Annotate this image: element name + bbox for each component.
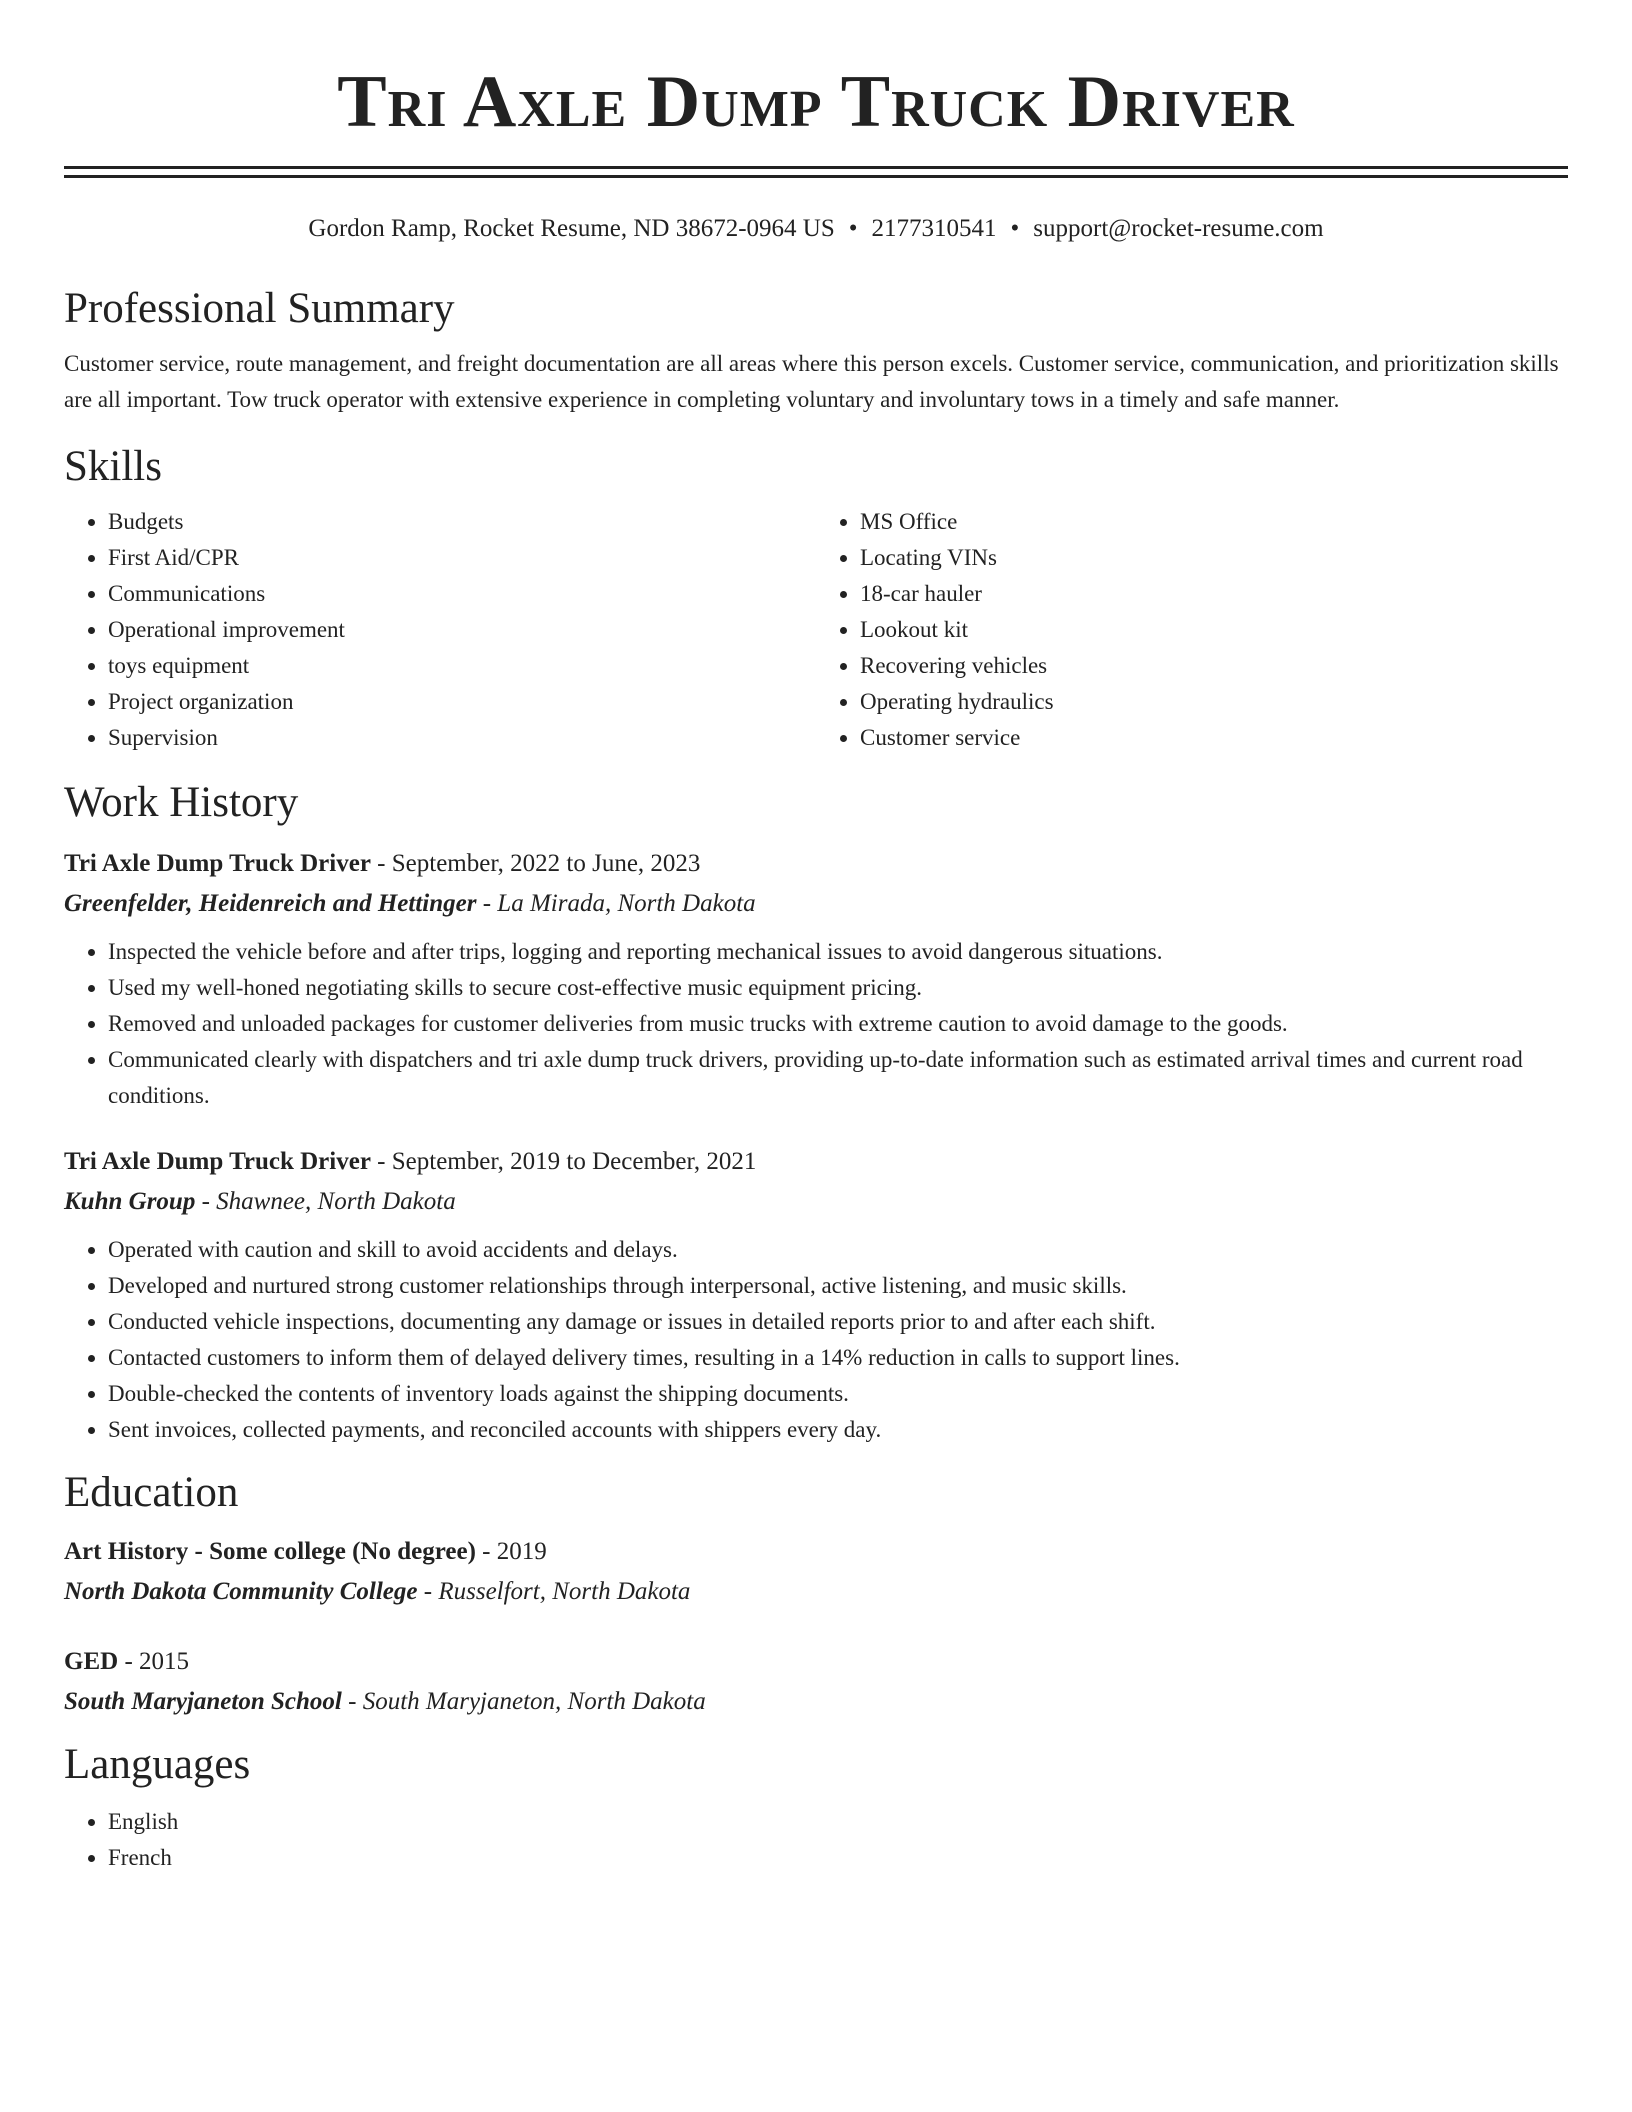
skill-item: • Customer service (860, 720, 1568, 756)
education-heading: Education (64, 1469, 239, 1516)
contact-separator: • (1010, 215, 1020, 242)
education-year: 2019 (496, 1538, 547, 1565)
contact-address: Gordon Ramp, Rocket Resume, ND 38672-0964 US (308, 215, 835, 242)
job-duty: • Operated with caution and skill to avoid accidents and delays. (108, 1232, 1568, 1268)
job-duty: • Communicated clearly with dispatchers and tri axle dump truck drivers, providing up-to-date information such as estimated arrival times and current road conditions. (108, 1042, 1568, 1114)
job-entry (64, 1142, 1568, 1448)
job-duty: • Inspected the vehicle before and after trips, logging and reporting mechanical issues to avoid dangerous situations. (108, 934, 1568, 970)
summary-heading: Professional Summary (64, 285, 455, 332)
job-dates: September, 2022 to June, 2023 (391, 850, 701, 877)
education-location: Russelfort, North Dakota (438, 1578, 691, 1605)
skills-heading: Skills (64, 443, 162, 490)
language-item: • English (108, 1804, 1568, 1840)
contact-phone: 2177310541 (871, 215, 997, 242)
education-entry (64, 1642, 1568, 1722)
job-employer: Greenfelder, Heidenreich and Hettinger - La Mirada, North Dakota (64, 890, 756, 917)
summary-text: Customer service, route management, and freight documentation are all areas where this person excels. Customer service, communication, and prioritization skills are all important. Tow truck operator with extensive experience in completing voluntary and involuntary tows in a timely and safe manner. (64, 351, 1559, 412)
job-company: Kuhn Group (64, 1188, 196, 1215)
education-year: 2015 (139, 1648, 190, 1675)
education-entry (64, 1532, 1568, 1612)
job-dates: September, 2019 to December, 2021 (391, 1148, 757, 1175)
skill-item: • 18-car hauler (860, 576, 1568, 612)
job-duties (64, 1232, 1568, 1448)
education-school: North Dakota Community College (64, 1578, 418, 1605)
resume-page (64, 0, 1568, 1876)
skill-item: • First Aid/CPR (108, 540, 816, 576)
work-history-heading: Work History (64, 779, 299, 826)
skill-item: • Lookout kit (860, 612, 1568, 648)
skills-column-right (816, 504, 1568, 756)
job-duty: • Conducted vehicle inspections, documenting any damage or issues in detailed reports prior to and after each shift. (108, 1304, 1568, 1340)
skill-item: • MS Office (860, 504, 1568, 540)
skill-item: • toys equipment (108, 648, 816, 684)
contact-line (64, 214, 1568, 244)
education-school: South Maryjaneton School (64, 1688, 342, 1715)
job-title: Tri Axle Dump Truck Driver (64, 850, 371, 877)
education-degree: Art History - Some college (No degree) (64, 1538, 476, 1565)
contact-email: support@rocket-resume.com (1033, 215, 1324, 242)
skill-item: • Supervision (108, 720, 816, 756)
job-header: Tri Axle Dump Truck Driver - September, 2019 to December, 2021 (64, 1148, 757, 1175)
job-header: Tri Axle Dump Truck Driver - September, 2022 to June, 2023 (64, 850, 701, 877)
skill-item: • Operational improvement (108, 612, 816, 648)
job-duties (64, 934, 1568, 1114)
title-divider-top (64, 166, 1568, 169)
skill-item: • Communications (108, 576, 816, 612)
job-duty: • Removed and unloaded packages for customer deliveries from music trucks with extreme caution to avoid damage to the goods. (108, 1006, 1568, 1042)
job-duty: • Contacted customers to inform them of delayed delivery times, resulting in a 14% reduction in calls to support lines. (108, 1340, 1568, 1376)
skill-item: • Recovering vehicles (860, 648, 1568, 684)
languages-heading: Languages (64, 1741, 251, 1788)
education-degree: GED (64, 1648, 119, 1675)
resume-title: Tri Axle Dump Truck Driver (337, 61, 1295, 143)
skill-item: • Budgets (108, 504, 816, 540)
education-header: GED - 2015 (64, 1648, 190, 1675)
title-divider-bottom (64, 175, 1568, 178)
job-duty: • Developed and nurtured strong customer relationships through interpersonal, active listening, and music skills. (108, 1268, 1568, 1304)
education-header: Art History - Some college (No degree) - 2019 (64, 1538, 547, 1565)
job-location: Shawnee, North Dakota (216, 1188, 456, 1215)
job-duty: • Sent invoices, collected payments, and reconciled accounts with shippers every day. (108, 1412, 1568, 1448)
skill-item: • Project organization (108, 684, 816, 720)
job-entry (64, 844, 1568, 1114)
skills-list (64, 504, 1568, 756)
education-location: South Maryjaneton, North Dakota (362, 1688, 706, 1715)
job-title: Tri Axle Dump Truck Driver (64, 1148, 371, 1175)
job-company: Greenfelder, Heidenreich and Hettinger (64, 890, 477, 917)
skills-column-left (64, 504, 816, 756)
job-employer: Kuhn Group - Shawnee, North Dakota (64, 1188, 456, 1215)
education-school-line: South Maryjaneton School - South Maryjaneton, North Dakota (64, 1688, 706, 1715)
skill-item: • Locating VINs (860, 540, 1568, 576)
skill-item: • Operating hydraulics (860, 684, 1568, 720)
job-duty: • Used my well-honed negotiating skills to secure cost-effective music equipment pricing. (108, 970, 1568, 1006)
job-duty: • Double-checked the contents of inventory loads against the shipping documents. (108, 1376, 1568, 1412)
language-item: • French (108, 1840, 1568, 1876)
contact-separator: • (848, 215, 858, 242)
education-school-line: North Dakota Community College - Russelfort, North Dakota (64, 1578, 691, 1605)
languages-list (64, 1804, 1568, 1876)
job-location: La Mirada, North Dakota (497, 890, 756, 917)
